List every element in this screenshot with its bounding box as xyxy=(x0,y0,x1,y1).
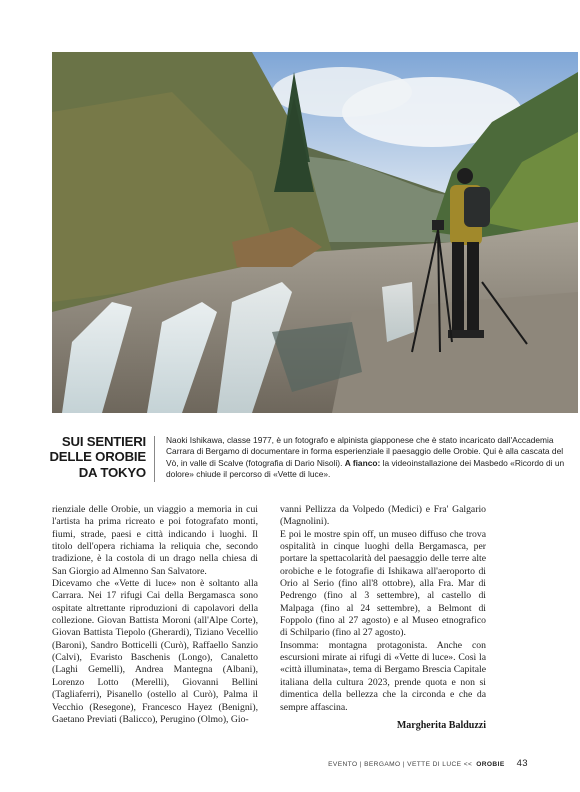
caption-divider xyxy=(154,436,155,482)
page-number: 43 xyxy=(516,758,528,769)
article-paragraph: Dicevamo che «Vette di luce» non è soltanto alla Carrara. Nei 17 rifugi Cai della Bergamasca sono ospitate altrettante riproduzioni di capolavori della collezione. Giovan Battista Moroni (all'Alpe Corte), Giovan Battista Tiepolo (Gherardi), Tiziano Vecellio (Baroni), Sandro Botticelli (Curò), Raffaello Sanzio (Calvi), Evaristo Baschenis (Longo), Canaletto (Laghi Gemelli), Andrea Mantegna (Albani), Lorenzo Lotto (Merelli), Giovanni Bellini (Tagliaferri), Pisanello (ostello al Curò), Palma il Vecchio (Resegone), Francesco Hayez (Benigni), Gaetano Previati (Balicco), Perugino (Olmo), Gio- xyxy=(52,578,258,725)
caption-heading xyxy=(40,434,146,480)
hero-photo xyxy=(52,52,578,413)
article-paragraph: E poi le mostre spin off, un museo diffuso che trova ospitalità in cinque luoghi della Bergamasca, per portare la spettacolarità del paesaggio delle terre alte orobiche e le fotografie di Ishikawa all'aeroporto di Orio al Serio (fino all'8 ottobre), alla Fra. Mar di Pedrengo (fino al 3 settembre), al castello di Malpaga (fino al 24 settembre), a Belmont di Foppolo (fino al 27 agosto) e al Museo etnografico di Schilpario (fino al 27 agosto). xyxy=(280,528,486,639)
article-column-left xyxy=(52,504,258,726)
author-byline: Margherita Balduzzi xyxy=(396,719,486,731)
caption-text: Naoki Ishikawa, classe 1977, è un fotografo e alpinista giapponese che è stato incaricato dall'Accademia Carrara di Bergamo di documentare in forma esperienziale il paesaggio delle Orobie. Qui è alla cascata del Vò, in valle di Scalve (fotografia di Dario Nisoli). xyxy=(166,435,564,468)
caption-aside-label: A fianco: xyxy=(344,457,381,468)
caption-aside-text: la videoinstallazione dei Masbedo «Ricordo di un dolore» chiude il percorso di «Vette di luce». xyxy=(166,457,565,480)
page-footer xyxy=(328,758,528,769)
article-paragraph: vanni Pellizza da Volpedo (Medici) e Fra' Galgario (Magnolini). xyxy=(280,504,486,528)
waterfall-photo-illustration xyxy=(52,52,578,413)
caption-heading-line: DELLE OROBIE xyxy=(49,449,146,465)
article-column-right xyxy=(280,504,486,732)
footer-brand: OROBIE xyxy=(476,761,505,768)
photo-caption xyxy=(166,435,566,481)
article-paragraph: rienziale delle Orobie, un viaggio a memoria in cui l'artista ha prima ricreato e poi fotografato monti, fiumi, strade, paesi e città indicando i luoghi. Il titolo dell'opera richiama la reliquia che, secondo tradizione, è la costola di un drago nella chiesa di San Giorgio ad Almenno San Salvatore. xyxy=(52,504,258,577)
article-paragraph: Insomma: montagna protagonista. Anche con escursioni mirate ai rifugi di «Vette di luce». Così la «città illuminata», tema di Bergamo Brescia Capitale italiana della cultura 2023, prende quota e non si dimentica della bellezza che la circonda e che da sempre affascina. xyxy=(280,639,486,713)
footer-section: EVENTO | BERGAMO | VETTE DI LUCE << xyxy=(328,761,473,768)
caption-heading-line: SUI SENTIERI xyxy=(61,434,146,449)
caption-heading-line: DA TOKYO xyxy=(78,464,146,480)
